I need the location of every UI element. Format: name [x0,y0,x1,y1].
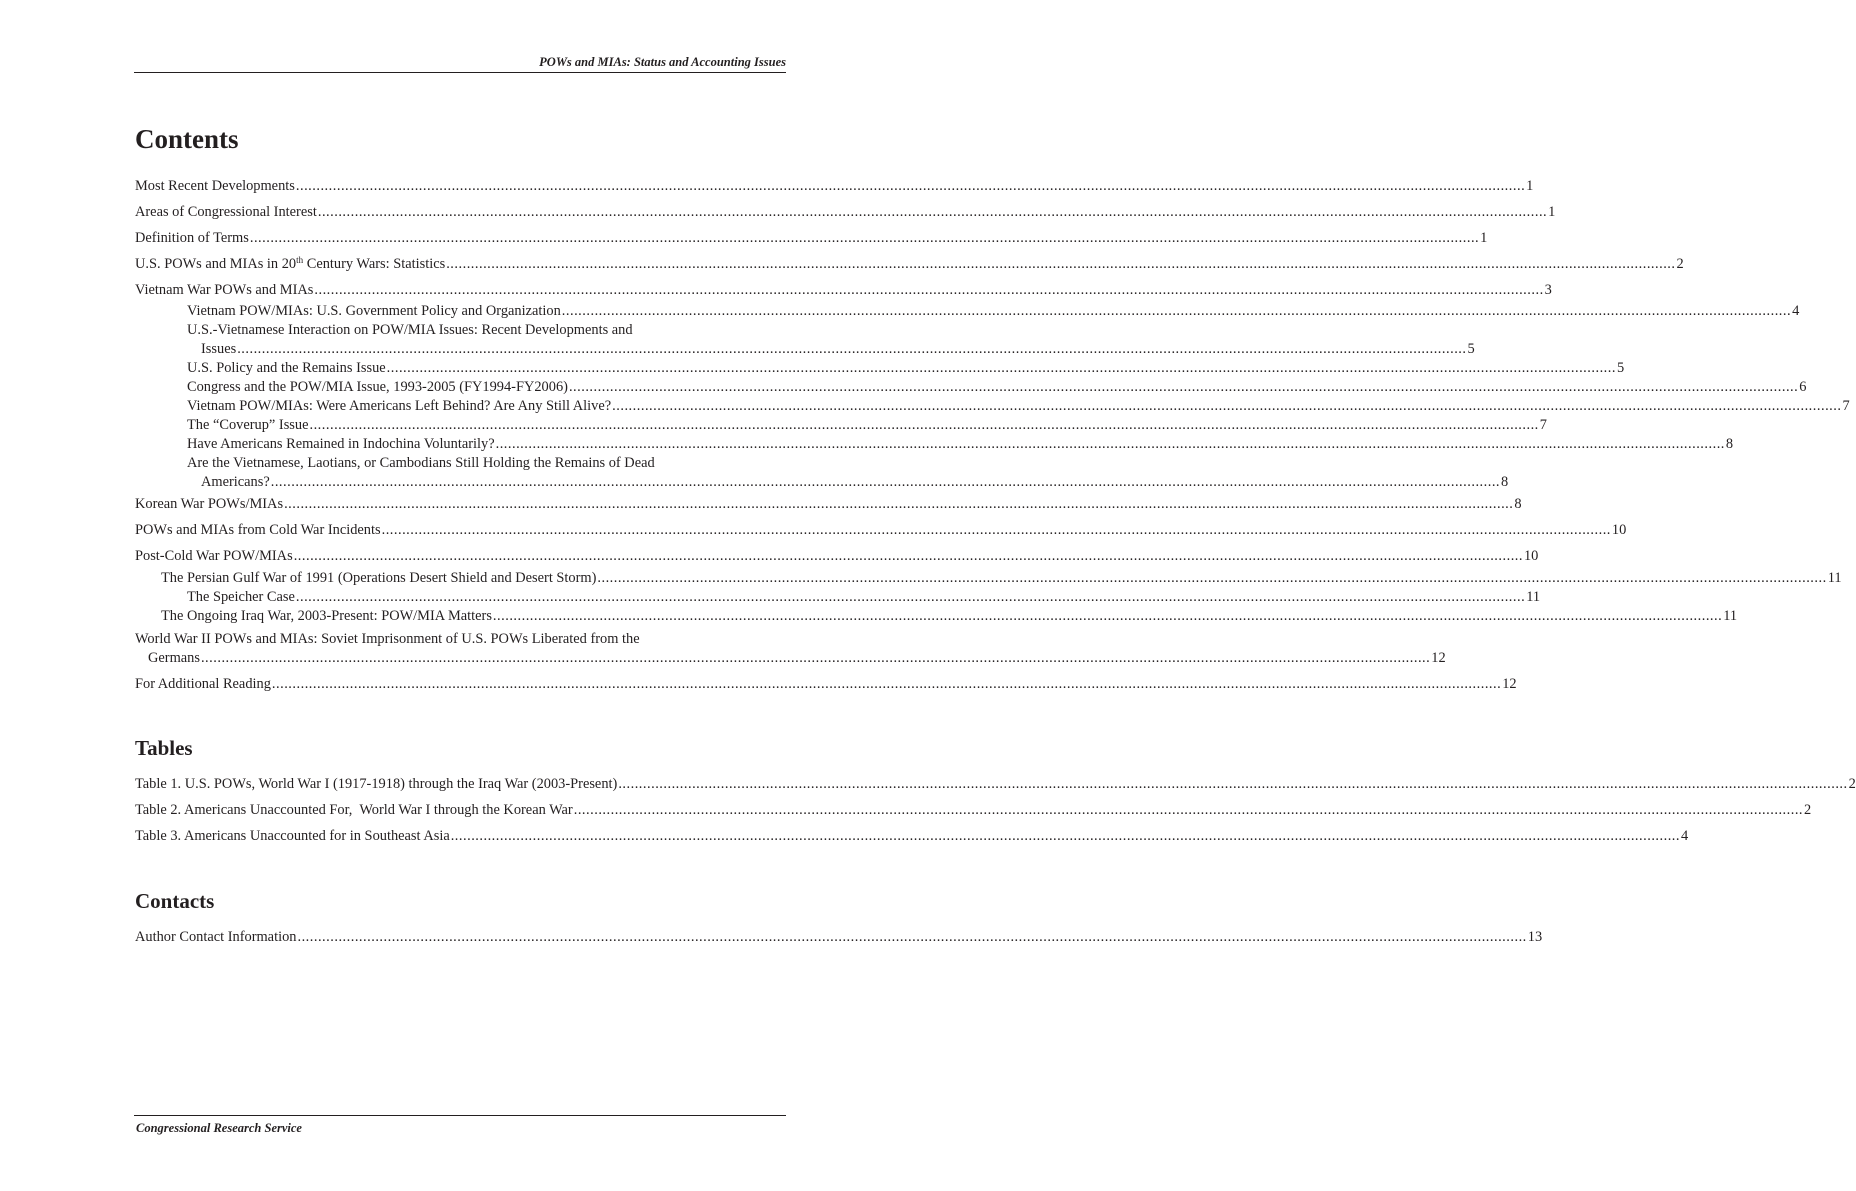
table-entry-page: 4 [1681,828,1689,844]
toc-entry[interactable] [135,495,1522,513]
dot-leader: ............................................................................................................................................................................................................................................................................................................ [249,230,1480,246]
table-entry-title: Table 3. Americans Unaccounted for in Southeast Asia [135,828,450,844]
toc-entry-page: 4 [1792,303,1800,319]
toc-entry-title: Post-Cold War POW/MIAs [135,548,293,564]
dot-leader: ............................................................................................................................................................................................................................................................................................................ [612,398,1842,414]
toc-title-part: Century Wars: Statistics [303,256,446,272]
toc-entry[interactable] [187,416,1547,434]
toc-entry-page: 7 [1539,417,1547,433]
toc-entry-page: 11 [1723,608,1738,624]
toc-entry-page: 8 [1725,436,1734,452]
toc-entry-title: Areas of Congressional Interest [135,204,317,220]
table-list-entry[interactable] [135,801,1812,819]
toc-entry-title-line2: Issues [201,341,237,357]
dot-leader: ............................................................................................................................................................................................................................................................................................................ [450,828,1680,844]
toc-entry-title: Vietnam War POWs and MIAs [135,282,314,298]
dot-leader: ............................................................................................................................................................................................................................................................................................................ [597,570,1827,586]
dot-leader: ............................................................................................................................................................................................................................................................................................................ [561,303,1792,319]
dot-leader: ............................................................................................................................................................................................................................................................................................................ [284,496,1514,512]
toc-entry[interactable] [187,397,1850,415]
dot-leader: ............................................................................................................................................................................................................................................................................................................ [317,204,1548,220]
toc-entry-title: The Ongoing Iraq War, 2003-Present: POW/MIA Matters [161,608,492,624]
dot-leader: ............................................................................................................................................................................................................................................................................................................ [314,282,1544,298]
table-list-entry[interactable] [135,775,1856,793]
dot-leader: ............................................................................................................................................................................................................................................................................................................ [492,608,1723,624]
toc-entry-title: Definition of Terms [135,230,249,246]
toc-entry[interactable] [187,302,1800,320]
dot-leader: ............................................................................................................................................................................................................................................................................................................ [309,417,1539,433]
table-list-entry[interactable] [135,827,1689,845]
dot-leader: ............................................................................................................................................................................................................................................................................................................ [293,548,1523,564]
toc-entry-title: POWs and MIAs from Cold War Incidents [135,522,381,538]
toc-entry-page: 1 [1480,230,1488,246]
toc-entry-page: 3 [1544,282,1552,298]
toc-entry-title: The Speicher Case [187,589,295,605]
toc-entry[interactable] [148,649,1446,667]
table-entry-page: 2 [1848,776,1856,792]
contact-entry-title: Author Contact Information [135,929,297,945]
toc-entry-title: Vietnam POW/MIAs: U.S. Government Policy and Organization [187,303,561,319]
toc-entry-title: Congress and the POW/MIA Issue, 1993-2005 (FY1994-FY2006) [187,379,568,395]
toc-entry[interactable] [187,378,1807,396]
toc-entry[interactable] [187,588,1541,606]
contacts-heading: Contacts [135,889,215,913]
toc-entry-page: 1 [1548,204,1556,220]
toc-entry-title: Have Americans Remained in Indochina Voluntarily? [187,436,495,452]
running-footer: Congressional Research Service [136,1121,302,1135]
toc-entry-page: 12 [1431,650,1446,666]
tables-heading: Tables [135,736,193,760]
dot-leader: ............................................................................................................................................................................................................................................................................................................ [295,589,1526,605]
dot-leader: ............................................................................................................................................................................................................................................................................................................ [297,929,1527,945]
contact-entry[interactable] [135,928,1543,946]
toc-entry-page: 8 [1514,496,1522,512]
toc-entry[interactable] [135,229,1488,247]
running-header: POWs and MIAs: Status and Accounting Issues [539,55,786,69]
toc-entry-title: Vietnam POW/MIAs: Were Americans Left Behind? Are Any Still Alive? [187,398,612,414]
toc-entry[interactable] [187,435,1734,453]
toc-entry[interactable] [187,359,1625,377]
toc-entry-title-line2: Germans [148,650,200,666]
toc-entry-title: Korean War POWs/MIAs [135,496,284,512]
toc-entry-page: 12 [1502,676,1517,692]
toc-entry-title-line1[interactable]: U.S.-Vietnamese Interaction on POW/MIA Issues: Recent Developments and [187,322,633,338]
dot-leader: ............................................................................................................................................................................................................................................................................................................ [568,379,1799,395]
table-entry-page: 2 [1804,802,1812,818]
toc-entry-title: For Additional Reading [135,676,271,692]
toc-entry-page: 11 [1526,589,1541,605]
dot-leader: ............................................................................................................................................................................................................................................................................................................ [271,676,1502,692]
toc-entry-page: 2 [1676,256,1684,272]
dot-leader: ............................................................................................................................................................................................................................................................................................................ [237,341,1467,357]
table-entry-title: Table 2. Americans Unaccounted For, World War I through the Korean War [135,802,573,818]
dot-leader: ............................................................................................................................................................................................................................................................................................................ [381,522,1611,538]
toc-entry-page: 10 [1523,548,1539,564]
toc-entry-page: 11 [1827,570,1842,586]
toc-entry[interactable] [135,255,1684,273]
toc-entry[interactable] [135,547,1539,565]
dot-leader: ............................................................................................................................................................................................................................................................................................................ [200,650,1431,666]
dot-leader: ............................................................................................................................................................................................................................................................................................................ [618,776,1848,792]
toc-entry-page: 10 [1611,522,1627,538]
dot-leader: ............................................................................................................................................................................................................................................................................................................ [446,256,1676,272]
toc-entry[interactable] [135,281,1552,299]
toc-entry[interactable] [161,607,1738,625]
contact-entry-page: 13 [1527,929,1543,945]
toc-entry[interactable] [161,569,1842,587]
toc-entry-page: 5 [1616,360,1625,376]
toc-entry-page: 1 [1526,178,1534,194]
toc-entry-title-line2: Americans? [201,474,270,490]
toc-entry-title: Most Recent Developments [135,178,295,194]
toc-entry[interactable] [135,203,1556,221]
toc-entry[interactable] [201,473,1509,491]
toc-entry-page: 6 [1799,379,1807,395]
ordinal-superscript: th [296,255,304,265]
toc-title-part: U.S. POWs and MIAs in 20 [135,256,297,272]
toc-entry[interactable] [201,340,1475,358]
footer-rule [134,1115,786,1116]
dot-leader: ............................................................................................................................................................................................................................................................................................................ [573,802,1804,818]
table-entry-title: Table 1. U.S. POWs, World War I (1917-1918) through the Iraq War (2003-Present) [135,776,618,792]
toc-entry[interactable] [135,675,1517,693]
toc-entry-page: 7 [1842,398,1850,414]
toc-entry-title-line1[interactable]: Are the Vietnamese, Laotians, or Cambodians Still Holding the Remains of Dead [187,455,655,471]
toc-entry-title [135,255,445,273]
header-rule [134,72,786,73]
toc-entry-title: The “Coverup” Issue [187,417,309,433]
dot-leader: ............................................................................................................................................................................................................................................................................................................ [386,360,1616,376]
toc-entry-page: 5 [1467,341,1475,357]
dot-leader: ............................................................................................................................................................................................................................................................................................................ [495,436,1725,452]
toc-entry-title: The Persian Gulf War of 1991 (Operations Desert Shield and Desert Storm) [161,570,597,586]
toc-entry-title: U.S. Policy and the Remains Issue [187,360,386,376]
dot-leader: ............................................................................................................................................................................................................................................................................................................ [270,474,1501,490]
dot-leader: ............................................................................................................................................................................................................................................................................................................ [295,178,1526,194]
toc-entry-page: 8 [1501,474,1509,490]
toc-entry-title-line1[interactable]: World War II POWs and MIAs: Soviet Imprisonment of U.S. POWs Liberated from the [135,631,640,647]
toc-entry[interactable] [135,177,1534,195]
toc-entry[interactable] [135,521,1627,539]
contents-heading: Contents [135,124,239,154]
